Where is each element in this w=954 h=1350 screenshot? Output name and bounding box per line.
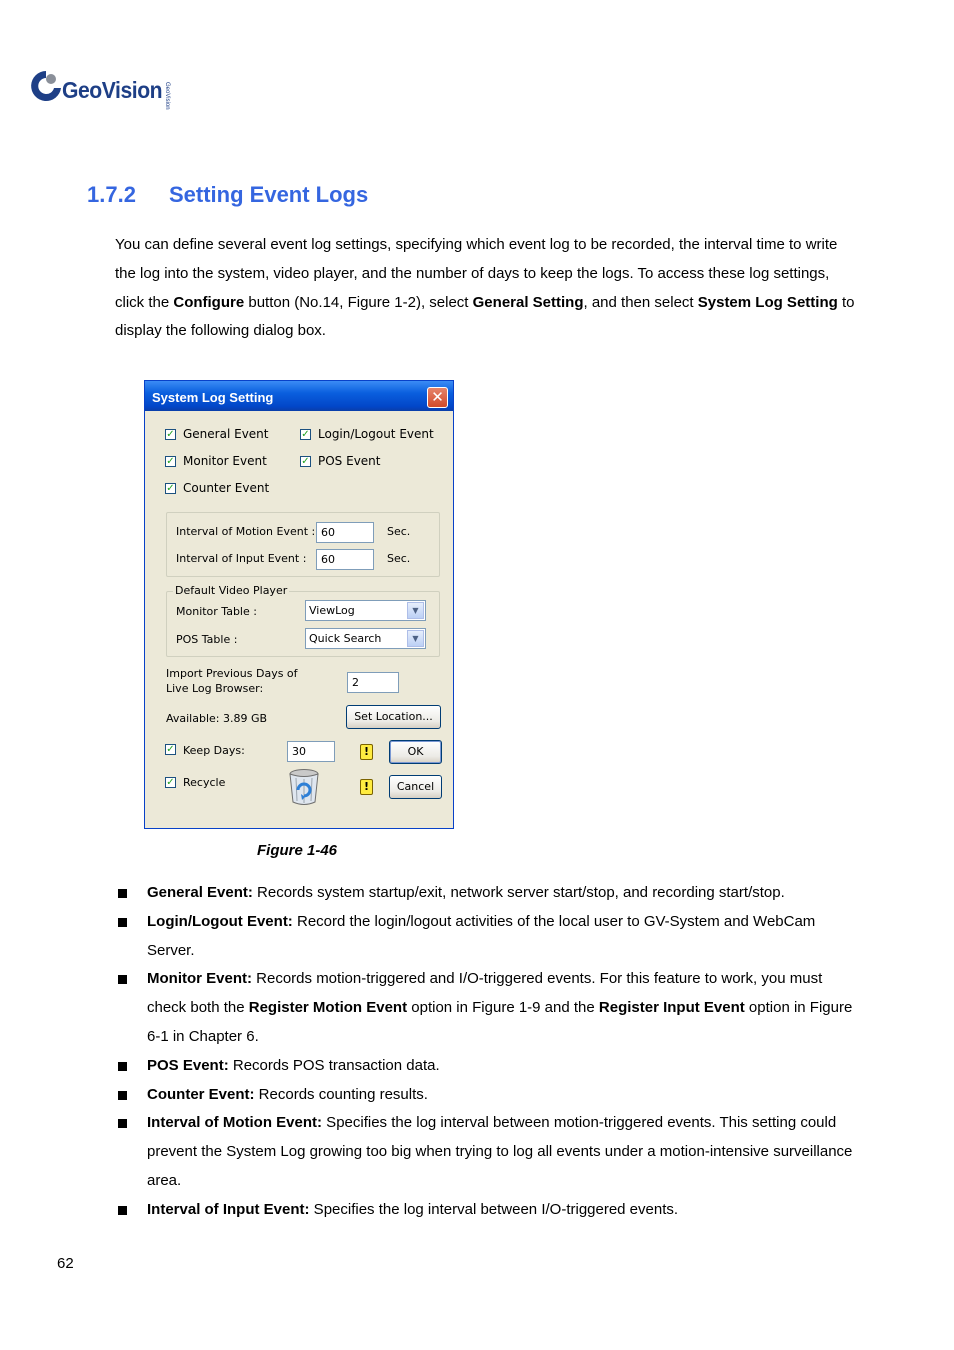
bullet-term: POS Event: <box>147 1056 229 1074</box>
recycle-label: Recycle <box>183 776 226 789</box>
monitor-table-label: Monitor Table : <box>176 605 257 618</box>
bullet-text: option in Figure 1-9 and the <box>407 999 599 1017</box>
motion-interval-input[interactable]: 60 <box>316 522 374 543</box>
monitor-table-value: ViewLog <box>309 604 355 617</box>
keep-days-label: Keep Days: <box>183 744 245 757</box>
general-event-checkbox[interactable]: ✓ <box>166 429 175 440</box>
section-title: Setting Event Logs <box>169 182 369 207</box>
login-logout-event-label: Login/Logout Event <box>318 427 434 441</box>
list-item <box>116 1109 856 1195</box>
motion-interval-unit: Sec. <box>387 525 411 538</box>
bullet-text: Specifies the log interval between motion-triggered events. This setting could prevent the System Log growing too big when trying to log all events under a motion-intensive surveillance area. <box>147 1114 853 1189</box>
pos-table-label: POS Table : <box>176 633 238 646</box>
bullet-bold-register-input: Register Input Event <box>598 999 745 1017</box>
monitor-table-select[interactable] <box>305 600 426 621</box>
cancel-button[interactable]: Cancel <box>389 775 442 799</box>
intro-bold-general-setting: General Setting <box>472 293 584 311</box>
input-interval-label: Interval of Input Event : <box>176 552 307 565</box>
intro-bold-system-log-setting: System Log Setting <box>697 293 838 311</box>
warning-icon: ! <box>360 779 373 795</box>
logo-subtext: GeoVision <box>164 82 170 110</box>
bullet-list <box>116 879 856 1225</box>
import-days-label-line1: Import Previous Days of <box>166 667 298 680</box>
list-item <box>116 1052 856 1081</box>
list-item <box>116 908 856 966</box>
bullet-bold-register-motion: Register Motion Event <box>248 999 408 1017</box>
section-heading <box>87 182 368 208</box>
general-event-label: General Event <box>183 427 269 441</box>
motion-interval-label: Interval of Motion Event : <box>176 525 316 538</box>
intro-bold-configure: Configure <box>173 293 245 311</box>
square-bullet-icon <box>118 889 127 898</box>
intro-text-3: , and then select <box>583 293 698 311</box>
dialog-titlebar[interactable] <box>145 381 453 411</box>
dialog-title: System Log Setting <box>152 390 274 405</box>
dialog-body <box>145 411 453 828</box>
chevron-down-icon[interactable]: ▼ <box>407 630 424 647</box>
square-bullet-icon <box>118 1206 127 1215</box>
square-bullet-icon <box>118 918 127 927</box>
geovision-logo <box>28 68 173 110</box>
pos-event-label: POS Event <box>318 454 381 468</box>
list-item <box>116 965 856 1051</box>
intro-paragraph <box>115 231 855 346</box>
counter-event-label: Counter Event <box>183 481 270 495</box>
geovision-eye-icon <box>28 68 64 104</box>
bullet-term: Counter Event: <box>147 1085 255 1103</box>
counter-event-checkbox[interactable]: ✓ <box>166 483 175 494</box>
bullet-text: Records motion-triggered and I/O-triggered events. For this feature to work, you must check both the <box>147 970 823 1017</box>
square-bullet-icon <box>118 975 127 984</box>
bullet-text: option in Figure 6-1 in Chapter 6. <box>147 999 853 1045</box>
square-bullet-icon <box>118 1119 127 1128</box>
logo-wordmark: GeoVision <box>62 77 163 103</box>
section-number: 1.7.2 <box>87 182 136 207</box>
bullet-text: Specifies the log interval between I/O-triggered events. <box>309 1200 679 1218</box>
login-logout-event-checkbox[interactable]: ✓ <box>301 429 310 440</box>
chevron-down-icon[interactable]: ▼ <box>407 602 424 619</box>
import-days-label-line2: Live Log Browser: <box>166 682 264 695</box>
bullet-term: Interval of Input Event: <box>147 1200 310 1218</box>
monitor-event-checkbox[interactable]: ✓ <box>166 456 175 467</box>
intro-text-1: You can define several event log settings, specifying which event log to be recorded, the interval time to write the log into the system, video player, and the number of days to keep the logs. To access these log settings, click the <box>115 236 838 311</box>
bullet-text: Records counting results. <box>254 1085 428 1103</box>
default-video-player-legend: Default Video Player <box>175 584 288 597</box>
list-item <box>116 1081 856 1110</box>
interval-group <box>166 512 440 577</box>
system-log-setting-dialog <box>144 380 454 829</box>
input-interval-unit: Sec. <box>387 552 411 565</box>
recycle-checkbox[interactable]: ✓ <box>166 777 175 788</box>
list-item <box>116 879 856 908</box>
figure-caption: Figure 1-46 <box>257 842 338 859</box>
bullet-term: General Event: <box>147 884 253 901</box>
keep-days-checkbox[interactable]: ✓ <box>166 744 175 755</box>
bullet-term: Monitor Event: <box>147 970 252 988</box>
list-item <box>116 1196 856 1225</box>
bullet-term: Login/Logout Event: <box>147 912 293 930</box>
recycle-bin-icon <box>287 768 321 806</box>
keep-days-input[interactable]: 30 <box>287 741 335 762</box>
input-interval-input[interactable]: 60 <box>316 549 374 570</box>
set-location-button[interactable]: Set Location... <box>346 705 441 729</box>
import-days-input[interactable]: 2 <box>347 672 399 693</box>
available-space: Available: 3.89 GB <box>166 712 268 725</box>
pos-event-checkbox[interactable]: ✓ <box>301 456 310 467</box>
bullet-text: Records system startup/exit, network server start/stop, and recording start/stop. <box>252 884 785 901</box>
intro-text-4: to display the following dialog box. <box>115 293 855 340</box>
bullet-text: Record the login/logout activities of the local user to GV-System and WebCam Server. <box>147 912 816 959</box>
pos-table-value: Quick Search <box>309 632 382 645</box>
page-number: 62 <box>57 1255 74 1272</box>
close-button[interactable]: ✕ <box>427 387 448 408</box>
bullet-term: Interval of Motion Event: <box>147 1114 323 1132</box>
intro-text-2: button (No.14, Figure 1-2), select <box>244 293 473 311</box>
pos-table-select[interactable] <box>305 628 426 649</box>
square-bullet-icon <box>118 1091 127 1100</box>
ok-button[interactable]: OK <box>389 740 442 764</box>
warning-icon: ! <box>360 744 373 760</box>
square-bullet-icon <box>118 1062 127 1071</box>
monitor-event-label: Monitor Event <box>183 454 267 468</box>
bullet-text: Records POS transaction data. <box>228 1056 440 1074</box>
